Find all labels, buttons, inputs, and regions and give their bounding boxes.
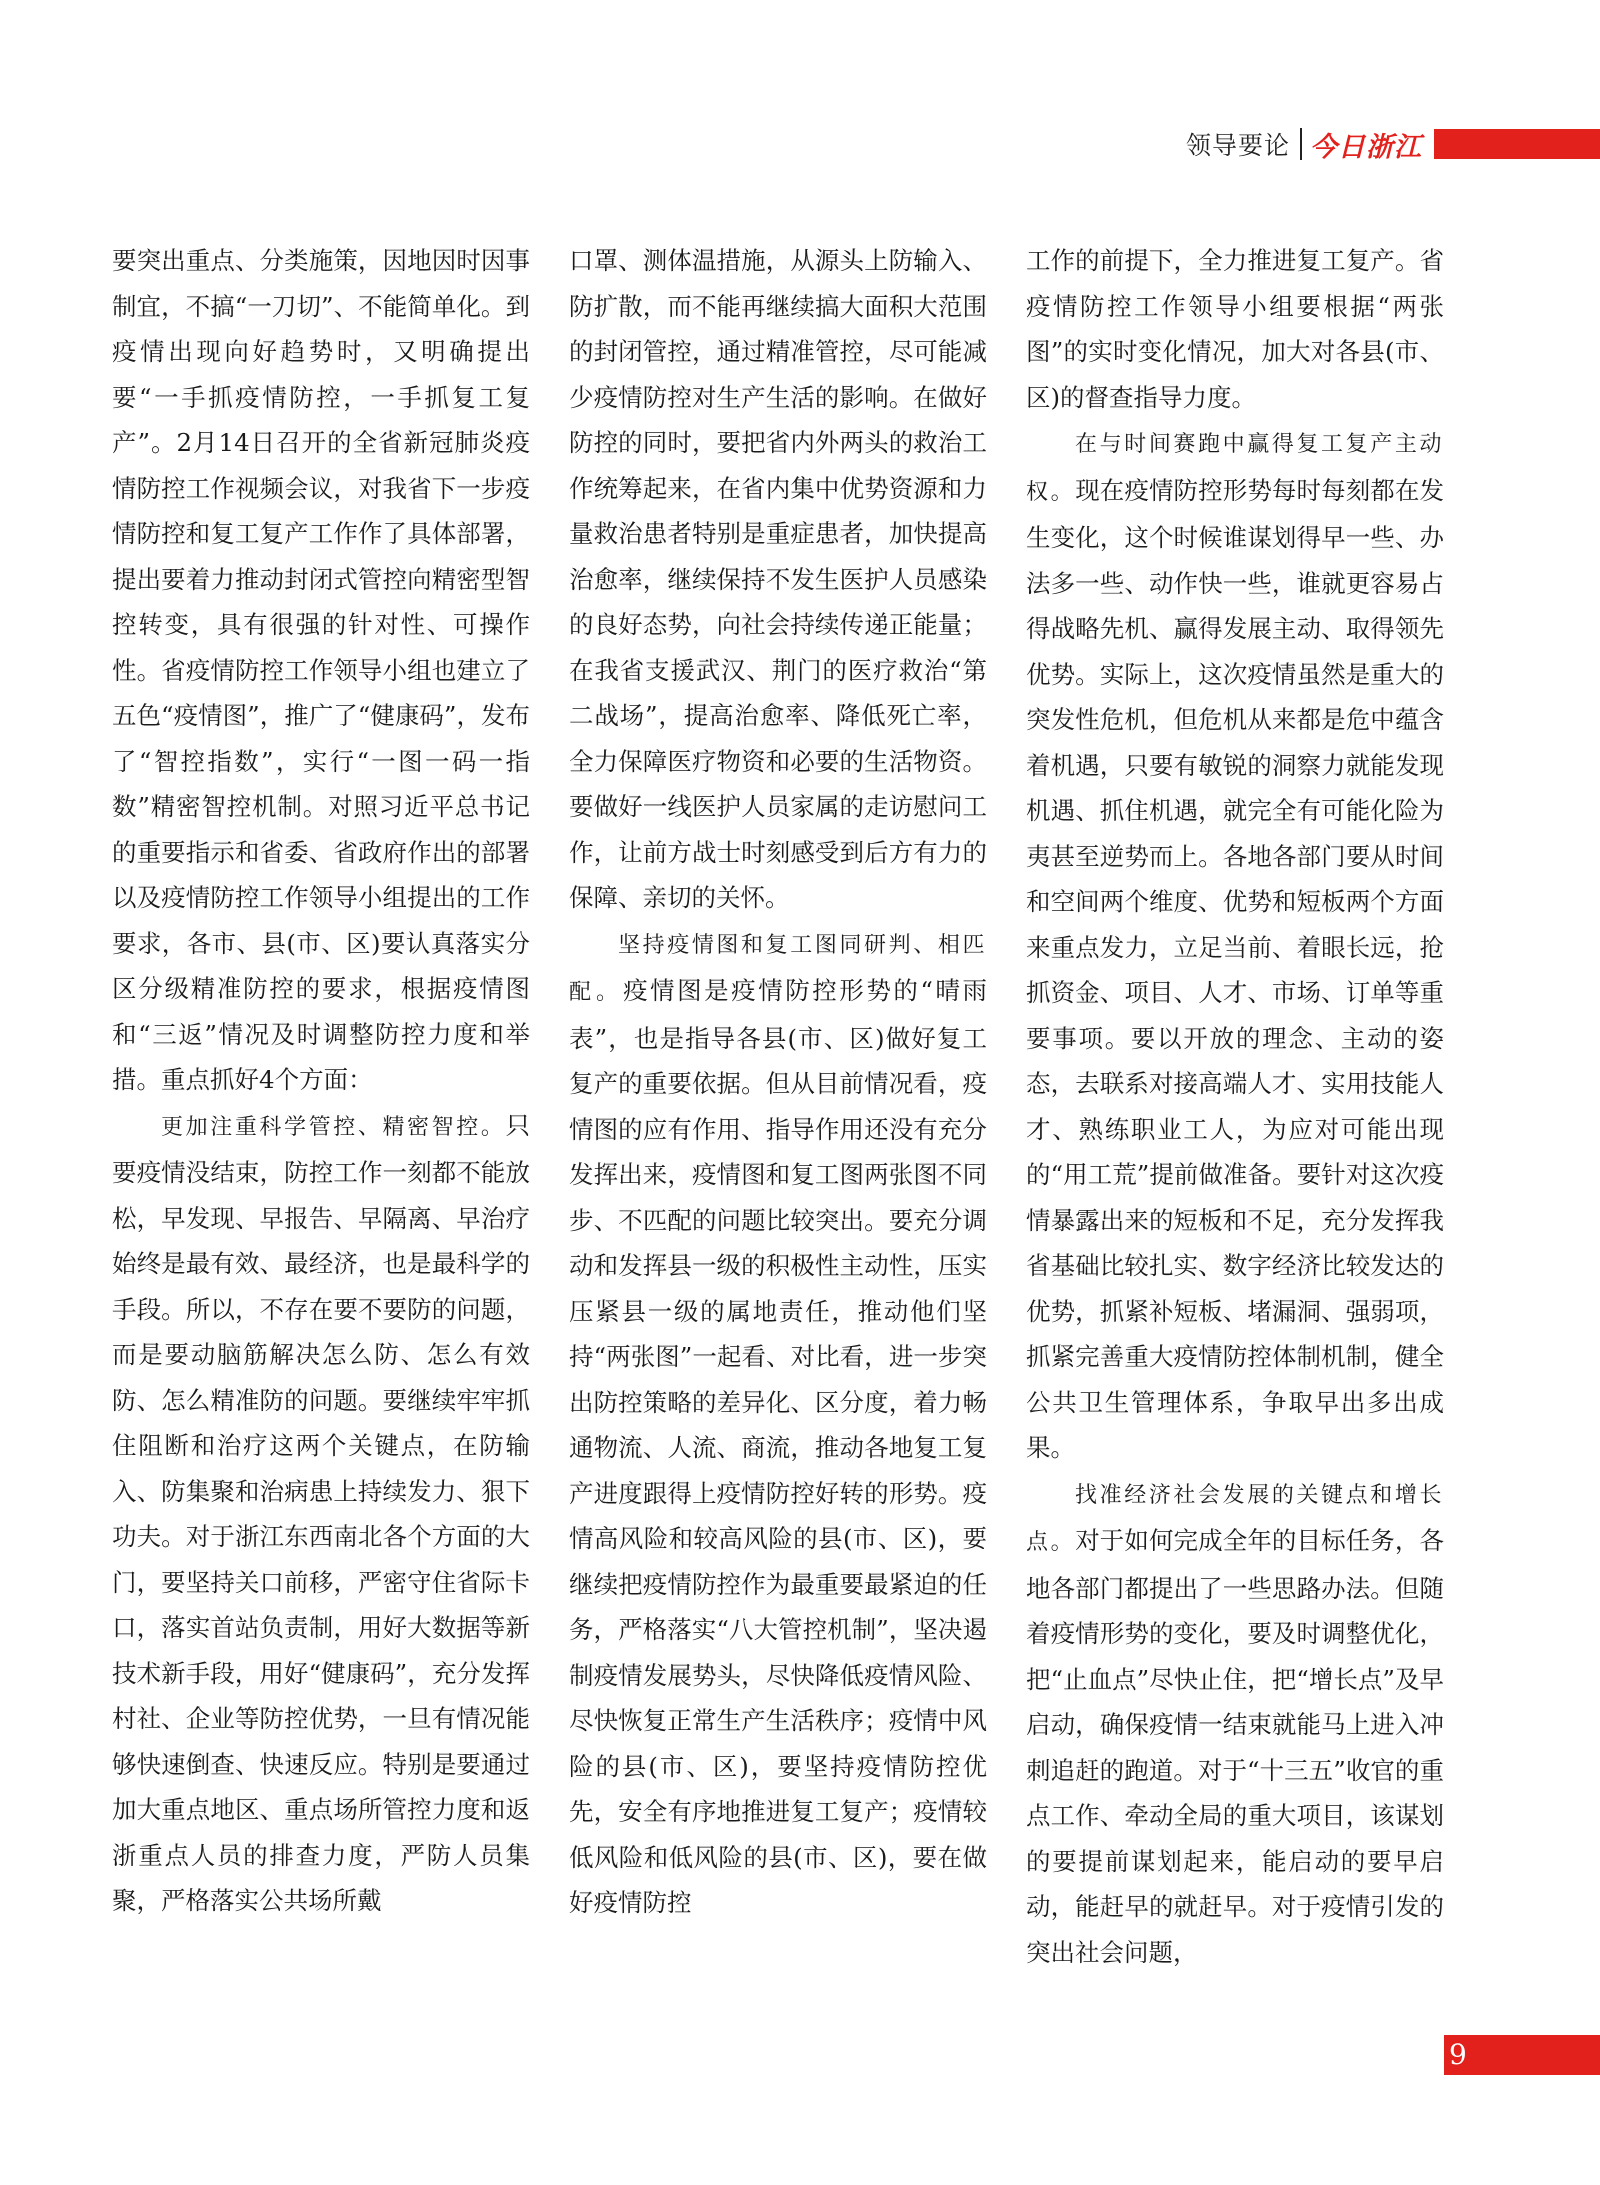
header-red-bar xyxy=(1434,129,1600,159)
paragraph xyxy=(1026,238,1444,420)
footer-red-bar xyxy=(1444,2035,1600,2075)
paragraph xyxy=(569,238,987,921)
paragraph-lead: 在与时间赛跑中赢得复工复产主动权。 xyxy=(1026,432,1444,505)
paragraph-text: 要突出重点、分类施策，因地因时因事制宜，不搞“一刀切”、不能简单化。到疫情出现向好趋势时，又明确提出要“一手抓疫情防控，一手抓复工复产”。2月14日召开的全省新冠肺炎疫情防控工作视频会议，对我省下一步疫情防控和复工复产工作作了具体部署，提出要着力推动封闭式管控向精密型智控转变，具有很强的针对性、可操作性。省疫情防控工作领导小组也建立了五色“疫情图”，推广了“健康码”，发布了“智控指数”，实行“一图一码一指数”精密智控机制。对照习近平总书记的重要指示和省委、省政府作出的部署以及疫情防控工作领导小组提出的工作要求，各市、县(市、区)要认真落实分区分级精准防控的要求，根据疫情图和“三返”情况及时调整防控力度和举措。重点抓好4个方面： xyxy=(112,246,530,1094)
paragraph xyxy=(112,1103,530,1924)
page-number: 9 xyxy=(1449,2038,1467,2071)
column-1 xyxy=(112,238,530,1978)
paragraph-text: 对于如何完成全年的目标任务，各地各部门都提出了一些思路办法。但随着疫情形势的变化，要及时调整优化，把“止血点”尽快止住，把“增长点”及早启动，确保疫情一结束就能马上进入冲刺追赶的跑道。对于“十三五”收官的重点工作、牵动全局的重大项目，该谋划的要提前谋划起来，能启动的要早启动，能赶早的就赶早。对于疫情引发的突出社会问题， xyxy=(1026,1526,1444,1967)
paragraph xyxy=(112,238,530,1103)
paragraph xyxy=(1026,1471,1444,1976)
paragraph-lead: 坚持疫情图和复工图同研判、相匹配。 xyxy=(569,932,987,1005)
section-label: 领导要论 xyxy=(1185,131,1290,160)
paragraph-text: 口罩、测体温措施，从源头上防输入、防扩散，而不能再继续搞大面积大范围的封闭管控，通过精准管控，尽可能减少疫情防控对生产生活的影响。在做好防控的同时，要把省内外两头的救治工作统筹起来，在省内集中优势资源和力量救治患者特别是重症患者，加快提高治愈率，继续保持不发生医护人员感染的良好态势，向社会持续传递正能量；在我省支援武汉、荆门的医疗救治“第二战场”，提高治愈率、降低死亡率，全力保障医疗物资和必要的生活物资。要做好一线医护人员家属的走访慰问工作，让前方战士时刻感受到后方有力的保障、亲切的关怀。 xyxy=(569,246,987,912)
column-3 xyxy=(1026,238,1444,1978)
magazine-logo: 今日浙江 xyxy=(1310,131,1422,163)
paragraph-text: 现在疫情防控形势每时每刻都在发生变化，这个时候谁谋划得早一些、办法多一些、动作快一些，谁就更容易占得战略先机、赢得发展主动、取得领先优势。实际上，这次疫情虽然是重大的突发性危机，但危机从来都是危中蕴含着机遇，只要有敏锐的洞察力就能发现机遇、抓住机遇，就完全有可能化险为夷甚至逆势而上。各地各部门要从时间和空间两个维度、优势和短板两个方面来重点发力，立足当前、着眼长远，抢抓资金、项目、人才、市场、订单等重要事项。要以开放的理念、主动的姿态，去联系对接高端人才、实用技能人才、熟练职业工人，为应对可能出现的“用工荒”提前做准备。要针对这次疫情暴露出来的短板和不足，充分发挥我省基础比较扎实、数字经济比较发达的优势，抓紧补短板、堵漏洞、强弱项，抓紧完善重大疫情防控体制机制，健全公共卫生管理体系，争取早出多出成果。 xyxy=(1026,475,1444,1462)
article-body xyxy=(112,238,1444,1978)
paragraph xyxy=(1026,420,1444,1471)
paragraph-text: 工作的前提下，全力推进复工复产。省疫情防控工作领导小组要根据“两张图”的实时变化情况，加大对各县(市、区)的督查指导力度。 xyxy=(1026,246,1444,412)
paragraph xyxy=(569,921,987,1926)
page-header xyxy=(1186,124,1600,164)
paragraph-lead: 更加注重科学管控、精密智控。 xyxy=(161,1114,506,1140)
column-2 xyxy=(569,238,987,1978)
header-divider xyxy=(1300,128,1302,160)
paragraph-lead: 找准经济社会发展的关键点和增长点。 xyxy=(1026,1482,1444,1555)
paragraph-text: 只要疫情没结束，防控工作一刻都不能放松，早发现、早报告、早隔离、早治疗始终是最有效、最经济，也是最科学的手段。所以，不存在要不要防的问题，而是要动脑筋解决怎么防、怎么有效防、怎么精准防的问题。要继续牢牢抓住阻断和治疗这两个关键点，在防输入、防集聚和治病患上持续发力、狠下功夫。对于浙江东西南北各个方面的大门，要坚持关口前移，严密守住省际卡口，落实首站负责制，用好大数据等新技术新手段，用好“健康码”，充分发挥村社、企业等防控优势，一旦有情况能够快速倒查、快速反应。特别是要通过加大重点地区、重点场所管控力度和返浙重点人员的排查力度，严防人员集聚，严格落实公共场所戴 xyxy=(112,1110,530,1915)
paragraph-text: 疫情图是疫情防控形势的“晴雨表”，也是指导各县(市、区)做好复工复产的重要依据。但从目前情况看，疫情图的应有作用、指导作用还没有充分发挥出来，疫情图和复工图两张图不同步、不匹配的问题比较突出。要充分调动和发挥县一级的积极性主动性，压实压紧县一级的属地责任，推动他们坚持“两张图”一起看、对比看，进一步突出防控策略的差异化、区分度，着力畅通物流、人流、商流，推动各地复工复产进度跟得上疫情防控好转的形势。疫情高风险和较高风险的县(市、区)，要继续把疫情防控作为最重要最紧迫的任务，严格落实“八大管控机制”，坚决遏制疫情发展势头，尽快降低疫情风险、尽快恢复正常生产生活秩序；疫情中风险的县(市、区)，要坚持疫情防控优先，安全有序地推进复工复产；疫情较低风险和低风险的县(市、区)，要在做好疫情防控 xyxy=(569,976,987,1917)
